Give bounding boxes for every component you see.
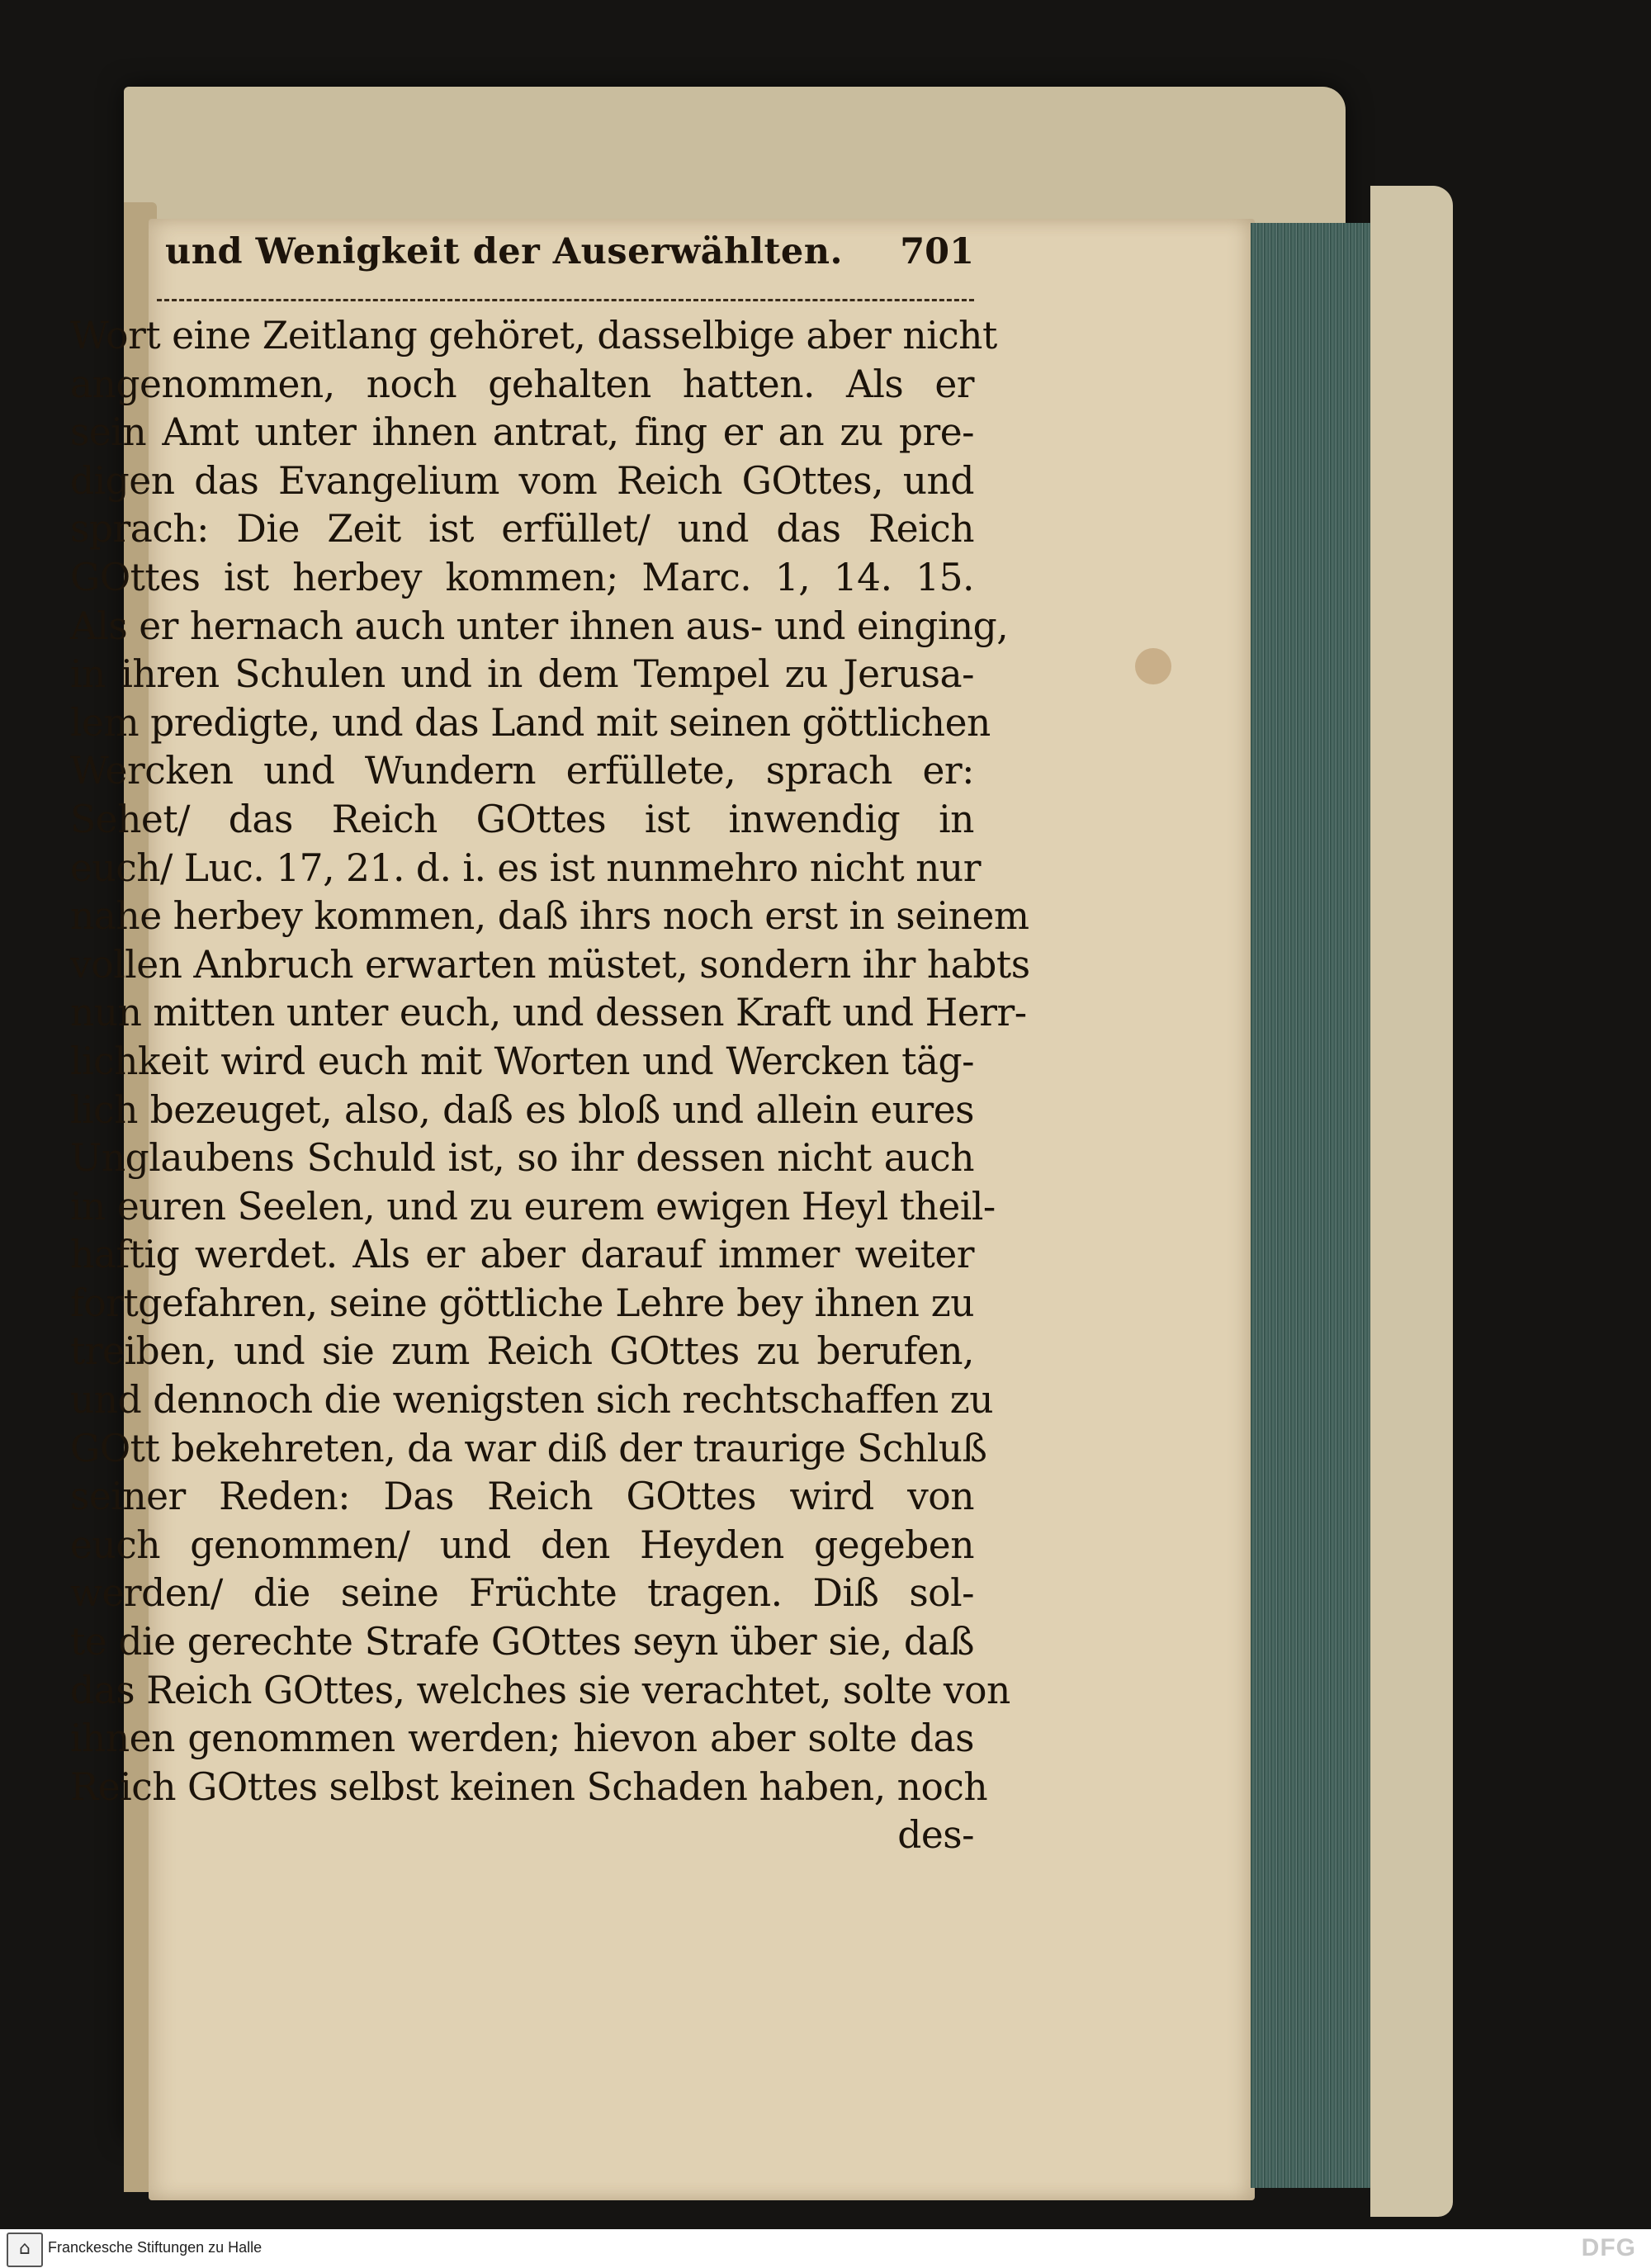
text-line: euch/ Luc. 17, 21. d. i. es ist nunmehro nicht nur <box>70 845 981 890</box>
text-line: Reich GOttes selbst keinen Schaden haben, noch <box>70 1764 988 1809</box>
text-line: nun mitten unter euch, und dessen Kraft und Herr- <box>70 991 1027 1035</box>
text-line: sprach: Die Zeit ist erfüllet/ und das Reich <box>70 507 974 552</box>
text-line: das Reich GOttes, welches sie verachtet, solte von <box>70 1668 1010 1712</box>
text-line: te die gerechte Strafe GOttes seyn über sie, daß <box>70 1620 974 1664</box>
text-line: angenommen, noch gehalten hatten. Als er <box>70 362 974 406</box>
text-line: des- <box>897 1813 974 1858</box>
running-title: und Wenigkeit der Auserwählten. <box>165 231 844 272</box>
text-line: treiben, und sie zum Reich GOttes zu berufen, <box>70 1329 974 1374</box>
page-edges <box>1251 223 1374 2188</box>
text-line: vollen Anbruch erwarten müstet, sondern ihr habts <box>70 942 1030 987</box>
text-line: und dennoch die wenigsten sich rechtschaffen zu <box>70 1378 994 1423</box>
dfg-label: DFG <box>1581 2234 1636 2261</box>
institution-logo-icon: ⌂ <box>7 2232 43 2267</box>
footer-bar <box>0 2229 1651 2268</box>
paper-stain <box>1135 648 1171 684</box>
page-number: 701 <box>900 231 974 272</box>
text-line: lichkeit wird euch mit Worten und Wercken täg- <box>70 1039 974 1083</box>
text-line: seiner Reden: Das Reich GOttes wird von <box>70 1475 974 1519</box>
text-line: lich bezeuget, also, daß es bloß und allein eures <box>70 1087 974 1132</box>
text-line: Wort eine Zeitlang gehöret, dasselbige aber nicht <box>70 314 997 357</box>
text-line: werden/ die seine Früchte tragen. Diß sol- <box>70 1571 974 1616</box>
text-line: sein Amt unter ihnen antrat, fing er an zu pre- <box>70 410 974 455</box>
text-line: nahe herbey kommen, daß ihrs noch erst in seinem <box>70 894 1029 939</box>
text-line: lem predigte, und das Land mit seinen göttlichen <box>70 700 991 745</box>
text-line: Wercken und Wundern erfüllete, sprach er: <box>70 749 974 793</box>
text-line: GOtt bekehreten, da war diß der traurige Schluß <box>70 1426 987 1470</box>
text-line: haftig werdet. Als er aber darauf immer weiter <box>70 1233 974 1277</box>
text-line: Unglaubens Schuld ist, so ihr dessen nicht auch <box>70 1136 974 1181</box>
body-text <box>70 312 1030 1860</box>
institution-name: Franckesche Stiftungen zu Halle <box>48 2239 263 2256</box>
running-head <box>157 225 974 282</box>
text-line: in ihren Schulen und in dem Tempel zu Jerusa- <box>70 652 974 697</box>
text-line: Sehet/ das Reich GOttes ist inwendig in <box>70 797 974 841</box>
text-line: Als er hernach auch unter ihnen aus- und einging, <box>70 604 1009 648</box>
text-line: ihnen genommen werden; hievon aber solte das <box>70 1716 974 1761</box>
text-line: euch genommen/ und den Heyden gegeben <box>70 1522 974 1567</box>
cover-edge <box>1370 186 1453 2217</box>
text-line: in euren Seelen, und zu eurem ewigen Heyl theil- <box>70 1184 996 1229</box>
header-rule <box>157 299 974 301</box>
text-line: GOttes ist herbey kommen; Marc. 1, 14. 15. <box>70 555 974 599</box>
text-line: digen das Evangelium vom Reich GOttes, und <box>70 458 974 503</box>
text-line: fortgefahren, seine göttliche Lehre bey ihnen zu <box>70 1281 974 1325</box>
